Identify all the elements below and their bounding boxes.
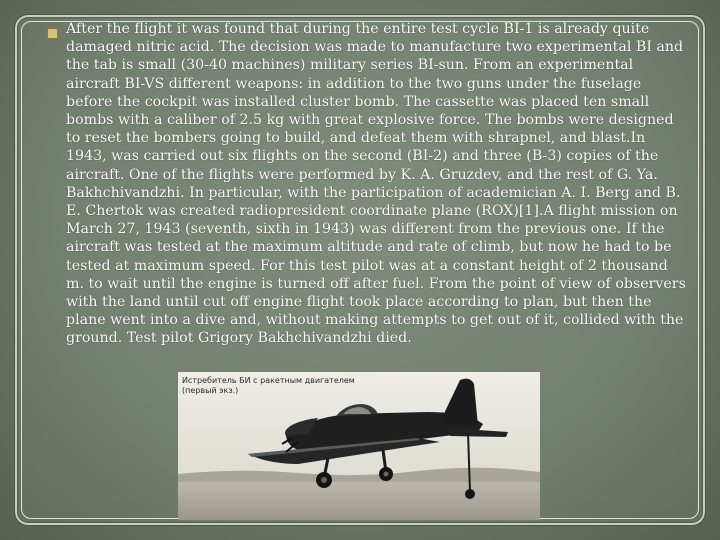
photo-caption [182, 376, 355, 396]
slide-paragraph: After the flight it was found that during the entire test cycle BI-1 is already quite damaged nitric acid. The decision was made to manufacture two experimental BI and the tab is small (30-40 machines) military series BI-sun. From an experimental aircraft BI-VS different weapons: in addition to the two guns under the fuselage before the cockpit was installed cluster bomb. The cassette was placed ten small bombs with a caliber of 2.5 kg with great explosive force. The bombs were designed to reset the bombers going to build, and defeat them with shrapnel, and blast.In 1943, was carried out six flights on the second (BI-2) and three (B-3) copies of the aircraft. One of the flights were performed by K. A. Gruzdev, and the rest of G. Ya. Bakhchivandzhi. In particular, with the participation of academician A. I. Berg and B. E. Chertok was created radiopresident coordinate plane (ROX)[1].A flight mission on March 27, 1943 (seventh, sixth in 1943) was different from the previous one. If the aircraft was tested at the maximum altitude and rate of climb, but now he had to be tested at maximum speed. For this test pilot was at a constant height of 2 thousand m. to wait until the engine is turned off after fuel. From the point of view of observers with the land until cut off engine flight took place according to plan, but then the plane went into a dive and, without making attempts to get out of it, collided with the ground. Test pilot Grigory Bakhchivandzhi died. [66, 21, 686, 347]
photo-caption-line-1: Истребитель БИ с ракетным двигателем [182, 376, 355, 385]
aircraft-photo [178, 372, 540, 520]
square-bullet-icon [47, 28, 58, 39]
photo-caption-line-2: (первый экз.) [182, 386, 239, 395]
